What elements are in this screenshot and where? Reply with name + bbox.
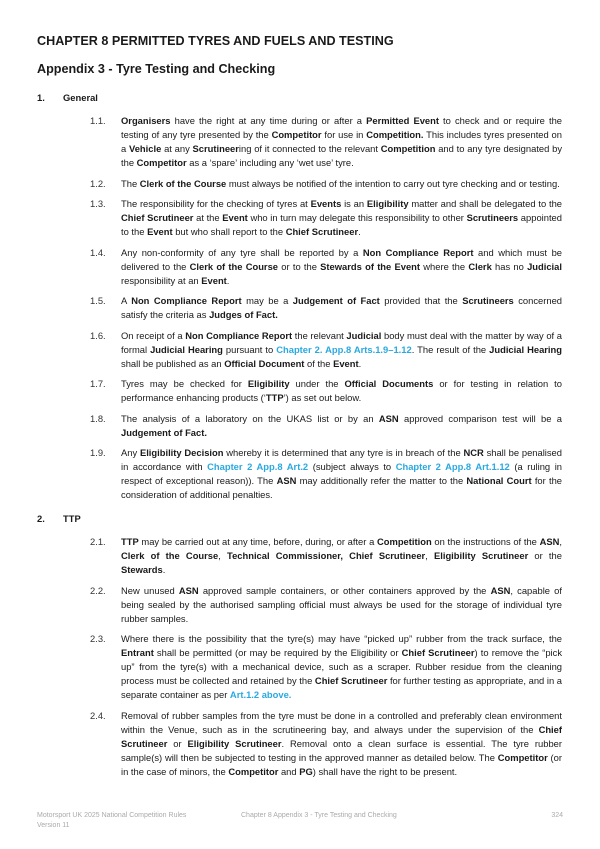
text-segment: matter and shall be delegated to the (408, 198, 562, 209)
text-segment: Tyres may be checked for (121, 378, 248, 389)
rule-text (121, 114, 562, 170)
text-segment: , (218, 550, 228, 561)
defined-term: Chief Scrutineer (121, 723, 562, 749)
defined-term: Clerk of the Course (121, 550, 219, 561)
rule-text (121, 177, 562, 191)
text-segment: for further testing as appropriate, and in a separate container as per (121, 675, 562, 700)
defined-term: Event (222, 212, 248, 223)
text-segment: approved comparison test will be a (398, 412, 562, 424)
text-segment: or (167, 737, 188, 749)
text-segment: Any non-conformity of any tyre shall be reported by a (121, 246, 363, 258)
defined-term: PG (299, 765, 313, 777)
defined-term: National Court (466, 475, 532, 486)
text-segment: . (358, 357, 362, 369)
rule-number: 1.5. (90, 295, 106, 306)
text-segment: shall be published as an (121, 357, 225, 369)
text-segment: and to any tyre designated by the (121, 143, 563, 168)
rule-text (121, 412, 562, 440)
defined-term: ASN (378, 412, 399, 424)
text-segment: of the (304, 357, 334, 369)
defined-term: Vehicle (128, 143, 162, 154)
text-segment: concerned satisfy the criteria as (121, 295, 563, 320)
cross-reference-link[interactable]: Art.1.2 above. (229, 689, 292, 700)
text-segment: may additionally refer the matter to the (296, 475, 467, 486)
text-segment: at the (193, 212, 223, 223)
cross-reference-link[interactable]: Chapter 2 App.8 Art.2 (207, 461, 309, 472)
text-segment: New unused (121, 584, 179, 596)
defined-term: ASN (490, 584, 511, 596)
text-segment: under the (289, 378, 345, 389)
rule-text (121, 584, 562, 626)
defined-term: Scrutineers (466, 212, 519, 223)
rule-number: 2.2. (90, 584, 106, 596)
text-segment: (a ruling in respect of exceptional reason)). The (121, 461, 563, 486)
rule-item (90, 632, 562, 702)
footer-publication-title: Motorsport UK 2025 National Competition Rules (37, 812, 187, 819)
text-segment: , (559, 536, 562, 547)
defined-term: Judicial (527, 260, 562, 272)
text-segment: Removal of rubber samples from the tyre must be done in a controlled and preferably clean environment within the Venue, such as in the scrutineering bay, and always under the supervision of the (121, 709, 562, 735)
text-segment: Where there is the possibility that the tyre(s) may have “picked up” rubber from the track surface, the (121, 633, 562, 644)
text-segment: have the right at any time during or after a (170, 115, 367, 126)
text-segment: and which must be delivered to the (121, 246, 563, 272)
text-segment: pursuant to (222, 343, 277, 355)
text-segment: or for testing in relation to performance enhancing products (‘ (121, 378, 563, 403)
defined-term: Entrant (121, 647, 154, 658)
defined-term: Official Documents (344, 378, 434, 389)
defined-term: Event (147, 226, 173, 237)
text-segment: body must deal with the matter by way of a formal (121, 329, 563, 355)
defined-term: Competitor (228, 765, 279, 777)
defined-term: Clerk of the Course (189, 260, 279, 272)
text-segment: , (425, 550, 434, 561)
rule-number: 2.4. (90, 709, 106, 721)
rule-text (121, 329, 562, 371)
rule-number: 1.6. (90, 329, 106, 341)
defined-term: Clerk (468, 260, 492, 272)
defined-term: Event (333, 357, 359, 369)
text-segment: to check and or require the testing of any tyre presented by the (121, 115, 562, 140)
text-segment: . Removal onto a clean surface is essential. The tyre rubber sample(s) will then be subjected to testing in the approved manner as detailed below. The (121, 737, 562, 763)
rule-number: 1.3. (90, 198, 106, 209)
footer-version: Version 11 (37, 822, 70, 829)
footer-chapter: Chapter 8 Appendix 3 - Tyre Testing and Checking (241, 812, 397, 819)
rule-item (90, 584, 562, 626)
defined-term: Competition (380, 143, 436, 154)
defined-term: NCR (463, 447, 484, 458)
defined-term: Scrutineers (462, 295, 514, 306)
section-heading-ttp (37, 513, 81, 524)
rule-text (121, 446, 562, 502)
rule-number: 1.8. (90, 412, 106, 424)
defined-term: Non Compliance Report (362, 246, 474, 258)
defined-term: Eligibility (247, 378, 290, 389)
text-segment: ing of it connected to the relevant (238, 143, 381, 154)
rule-number: 1.7. (90, 378, 106, 389)
defined-term: Competitor (271, 129, 322, 140)
text-segment: provided that the (379, 295, 463, 306)
rule-item (90, 294, 562, 322)
chapter-title: CHAPTER 8 PERMITTED TYRES AND FUELS AND TESTING (37, 34, 394, 48)
text-segment: is an (341, 198, 367, 209)
defined-term: Chief Scrutineer (401, 647, 475, 658)
defined-term: Chief Scrutineer (285, 226, 359, 237)
defined-term: Competitor (497, 751, 548, 763)
text-segment: for use in (321, 129, 367, 140)
defined-term: Events (310, 198, 342, 209)
rule-item (90, 114, 562, 170)
cross-reference-link[interactable]: Chapter 2. App.8 Arts.1.9–1.12 (276, 343, 412, 355)
defined-term: ASN (539, 536, 560, 547)
defined-term: Judicial Hearing (150, 343, 223, 355)
text-segment: for the consideration of additional penalties. (121, 475, 563, 500)
text-segment: or to the (278, 260, 321, 272)
defined-term: Non Compliance Report (185, 329, 293, 341)
text-segment: may be carried out at any time, before, during, or after a (138, 536, 377, 547)
text-segment: Any (121, 447, 140, 458)
page-number: 324 (551, 812, 563, 819)
rule-text (121, 709, 562, 779)
defined-term: Eligibility Decision (139, 447, 224, 458)
rule-item (90, 446, 562, 502)
defined-term: Competition. (366, 129, 424, 140)
rule-number: 1.2. (90, 177, 106, 189)
text-segment: This includes tyres presented on a (121, 129, 562, 154)
defined-term: Stewards of the Event (320, 260, 421, 272)
appendix-title: Appendix 3 - Tyre Testing and Checking (37, 62, 276, 76)
text-segment: . (358, 226, 361, 237)
text-segment: has no (491, 260, 528, 272)
section-items (90, 114, 562, 509)
defined-term: Event (201, 274, 227, 286)
defined-term: Judicial Hearing (489, 343, 562, 355)
rule-item (90, 329, 562, 371)
text-segment: the relevant (292, 329, 347, 341)
rule-number: 1.4. (90, 246, 106, 258)
footer-publication (37, 811, 186, 831)
defined-term: Stewards (121, 564, 163, 575)
defined-term: Chief Scrutineer (314, 675, 388, 686)
defined-term: TTP (121, 536, 139, 547)
text-segment: may be a (241, 295, 293, 306)
rule-number: 2.1. (90, 536, 106, 547)
section-title: TTP (63, 513, 81, 524)
rule-item (90, 377, 562, 405)
text-segment: ’) as set out below. (283, 392, 362, 403)
defined-term: Permitted Event (366, 115, 439, 126)
rule-item (90, 709, 562, 779)
text-segment: approved sample containers, or other containers approved by the (198, 584, 491, 596)
defined-term: ASN (178, 584, 199, 596)
rule-item (90, 246, 562, 288)
text-segment: ) shall have the right to be present. (312, 765, 458, 777)
text-segment: where the (420, 260, 469, 272)
rule-number: 1.9. (90, 447, 106, 458)
text-segment: The responsibility for the checking of tyres at (121, 198, 311, 209)
text-segment: shall be penalised in accordance with (121, 447, 562, 472)
text-segment: shall be permitted (or may be required by the Eligibility or (153, 647, 402, 658)
section-items (90, 535, 562, 785)
text-segment: responsibility at an (121, 274, 202, 286)
defined-term: Judicial (346, 329, 382, 341)
defined-term: ASN (276, 475, 297, 486)
defined-term: Organisers (121, 115, 171, 126)
rule-text (121, 294, 562, 322)
text-segment: A (121, 295, 132, 306)
rule-item (90, 197, 562, 239)
text-segment: on the instructions of the (431, 536, 540, 547)
rule-text (121, 246, 562, 288)
text-segment: (or in the case of minors, the (121, 751, 562, 777)
text-segment: but who shall report to the (172, 226, 286, 237)
section-heading-general (37, 92, 98, 103)
defined-term: Clerk of the Course (139, 177, 227, 189)
text-segment: appointed to the (121, 212, 562, 237)
rule-number: 1.1. (90, 115, 106, 126)
text-segment: must always be notified of the intention to carry out tyre checking and or testing. (226, 177, 560, 189)
defined-term: Official Document (224, 357, 305, 369)
text-segment: ) to remove the “pick up” from the tyre(s) with a mechanical device, such as a scraper. Rubber residue from the cleaning process must be collected and retained by the (121, 647, 563, 686)
defined-term: Competition (377, 536, 432, 547)
text-segment: whereby it is determined that any tyre is in breach of the (223, 447, 464, 458)
defined-term: TTP (265, 392, 284, 403)
rule-item (90, 177, 562, 191)
defined-term: Chief Scrutineer (121, 212, 194, 223)
cross-reference-link[interactable]: Chapter 2 App.8 Art.1.12 (395, 461, 510, 472)
rule-text (121, 632, 562, 702)
defined-term: Judges of Fact. (209, 309, 278, 320)
text-segment: The (121, 177, 140, 189)
defined-term: Eligibility Scrutineer (433, 550, 529, 561)
rule-text (121, 377, 562, 405)
text-segment: as a ‘spare’ including any ‘wet use’ tyre. (186, 157, 354, 168)
text-segment: or the (528, 550, 562, 561)
text-segment: . The result of the (411, 343, 490, 355)
text-segment: at any (161, 143, 193, 154)
defined-term: Competitor (136, 157, 187, 168)
text-segment: (subject always to (308, 461, 396, 472)
section-number: 1. (37, 92, 45, 103)
text-segment: . (226, 274, 230, 286)
rule-item (90, 535, 562, 577)
text-segment: On receipt of a (121, 329, 186, 341)
rule-text (121, 535, 562, 577)
section-number: 2. (37, 513, 45, 524)
defined-term: Eligibility Scrutineer (187, 737, 282, 749)
text-segment: . (162, 564, 166, 575)
defined-term: Scrutineer (192, 143, 239, 154)
rule-number: 2.3. (90, 633, 106, 644)
rule-item (90, 412, 562, 440)
defined-term: Judgement of Fact. (121, 426, 207, 438)
text-segment: The analysis of a laboratory on the UKAS list or by an (121, 412, 379, 424)
text-segment: , capable of being sealed by the authorised sampling official must always be used for the storage of individual tyre rubber samples. (121, 584, 562, 624)
section-title: General (63, 92, 98, 103)
rule-text (121, 197, 562, 239)
defined-term: Judgement of Fact (292, 295, 380, 306)
defined-term: Technical Commissioner, Chief Scrutineer (227, 550, 426, 561)
defined-term: Eligibility (366, 198, 409, 209)
text-segment: who in turn may delegate this responsibility to other (247, 212, 467, 223)
text-segment: and (278, 765, 300, 777)
defined-term: Non Compliance Report (131, 295, 242, 306)
